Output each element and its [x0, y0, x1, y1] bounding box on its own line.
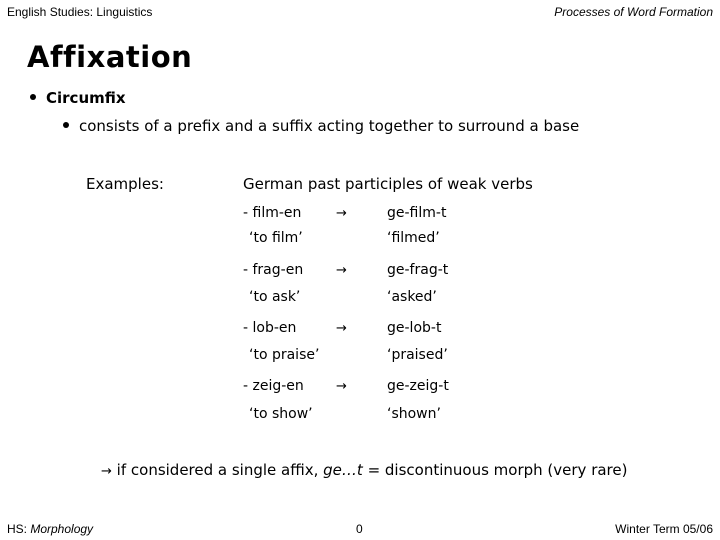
header-course: English Studies: Linguistics: [7, 5, 153, 19]
right-arrow-icon: →: [336, 321, 347, 336]
conclusion-line: [101, 461, 627, 479]
example-infinitive: - zeig-en: [243, 378, 304, 394]
example-gloss-participle: ‘shown’: [387, 406, 441, 422]
footer-seminar-prefix: HS:: [7, 522, 31, 536]
conclusion-text-before: if considered a single affix,: [111, 461, 324, 479]
right-arrow-icon: →: [336, 206, 347, 221]
bullet-dot-icon: [30, 94, 36, 100]
example-gloss-infinitive: ‘to film’: [249, 230, 303, 246]
footer-seminar-title: Morphology: [30, 522, 94, 536]
footer-page-number: 0: [356, 522, 363, 536]
right-arrow-icon: →: [336, 379, 347, 394]
right-arrow-icon: →: [101, 464, 112, 479]
example-participle: ge-frag-t: [387, 262, 449, 278]
bullet-circumfix: [30, 89, 126, 107]
bullet-circumfix-label: Circumfix: [46, 89, 126, 107]
example-infinitive: - frag-en: [243, 262, 304, 278]
example-gloss-participle: ‘asked’: [387, 289, 437, 305]
example-participle: ge-lob-t: [387, 320, 442, 336]
example-infinitive: - film-en: [243, 205, 302, 221]
sub-bullet-text: consists of a prefix and a suffix acting together to surround a base: [79, 117, 580, 135]
example-gloss-infinitive: ‘to show’: [249, 406, 313, 422]
example-participle: ge-zeig-t: [387, 378, 449, 394]
examples-label: Examples:: [86, 175, 164, 193]
footer-term: Winter Term 05/06: [615, 522, 713, 536]
example-gloss-infinitive: ‘to praise’: [249, 347, 320, 363]
slide-title: Affixation: [27, 40, 193, 74]
conclusion-morph: ge…t: [323, 461, 363, 479]
example-gloss-infinitive: ‘to ask’: [249, 289, 301, 305]
conclusion-text-after: = discontinuous morph (very rare): [362, 461, 628, 479]
sub-bullet-dot-icon: [63, 122, 69, 128]
sub-bullet-definition: [63, 117, 579, 135]
header-topic: Processes of Word Formation: [554, 5, 713, 19]
footer-seminar: [7, 522, 93, 536]
example-gloss-participle: ‘filmed’: [387, 230, 440, 246]
example-gloss-participle: ‘praised’: [387, 347, 448, 363]
examples-heading: German past participles of weak verbs: [243, 175, 533, 193]
example-participle: ge-film-t: [387, 205, 447, 221]
right-arrow-icon: →: [336, 263, 347, 278]
example-infinitive: - lob-en: [243, 320, 297, 336]
